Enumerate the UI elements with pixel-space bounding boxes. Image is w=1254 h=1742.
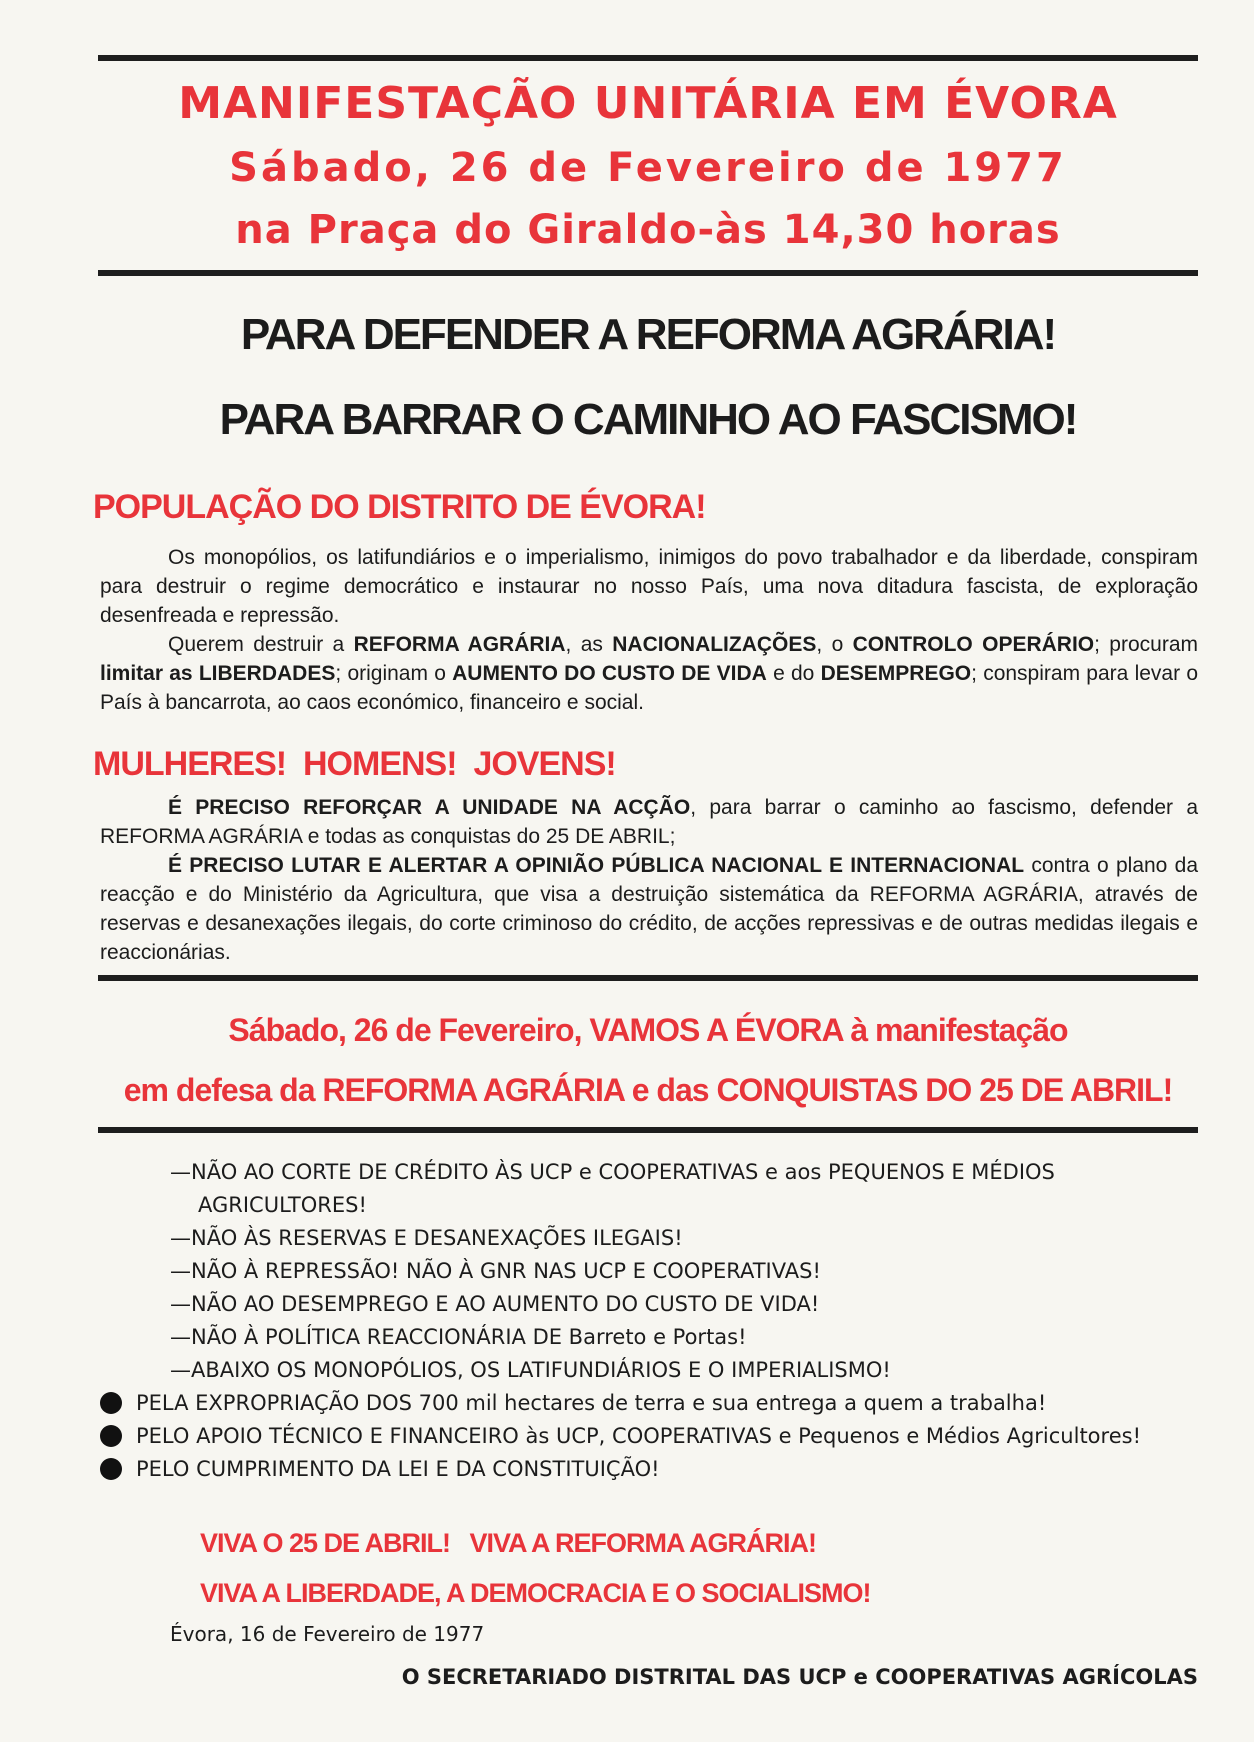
paragraph-population — [100, 543, 1198, 717]
rule — [98, 1127, 1198, 1133]
paragraph-2 — [100, 630, 1198, 717]
rule — [98, 270, 1198, 276]
demand-item: —NÃO À POLÍTICA REACCIONÁRIA DE Barreto e Portas! — [170, 1325, 747, 1349]
bullet-text: PELA EXPROPRIAÇÃO DOS 700 mil hectares de terra e sua entrega a quem a trabalha! — [136, 1391, 1047, 1415]
bullet-item — [100, 1387, 1200, 1420]
emphasis-text: É PRECISO LUTAR E ALERTAR A OPINIÃO PÚBLICA NACIONAL E INTERNACIONAL — [168, 854, 1025, 877]
signature: O SECRETARIADO DISTRITAL DAS UCP e COOPERATIVAS AGRÍCOLAS — [401, 1665, 1198, 1689]
slogan-2: PARA BARRAR O CAMINHO AO FASCISMO! — [219, 395, 1077, 444]
demands-list — [100, 1156, 1200, 1486]
demand-item: —NÃO ÀS RESERVAS E DESANEXAÇÕES ILEGAIS! — [170, 1226, 683, 1250]
viva-line-2: VIVA A LIBERDADE, A DEMOCRACIA E O SOCIALISMO! — [200, 1578, 871, 1608]
paragraph-3 — [100, 793, 1198, 851]
viva-line-1: VIVA O 25 DE ABRIL! VIVA A REFORMA AGRÁRIA! — [200, 1528, 817, 1558]
headline-date: Sábado, 26 de Fevereiro de 1977 — [229, 145, 1067, 191]
text-run: e do — [766, 662, 821, 685]
text-run: , o — [816, 633, 853, 656]
emphasis-text: É PRECISO REFORÇAR A UNIDADE NA ACÇÃO — [168, 796, 691, 819]
bullet-icon — [100, 1392, 122, 1414]
text-run: , as — [565, 633, 613, 656]
rule — [98, 975, 1198, 981]
bullet-icon — [100, 1425, 122, 1447]
call-line-2: em defesa da REFORMA AGRÁRIA e das CONQUISTAS DO 25 DE ABRIL! — [123, 1072, 1173, 1108]
section-heading-population: POPULAÇÃO DO DISTRITO DE ÉVORA! — [93, 488, 706, 526]
bullet-text: PELO APOIO TÉCNICO E FINANCEIRO às UCP, COOPERATIVAS e Pequenos e Médios Agricultores! — [136, 1424, 1141, 1448]
bullet-icon — [100, 1458, 122, 1480]
text-run: contra o plano da reacção e do Ministério da Agricultura, que visa a destruição sistemática da REFORMA AGRÁRIA, através de reservas e desanexações ilegais, do corte criminoso do crédito, de acções repressivas e de outras medidas ilegais e reaccionárias. — [100, 854, 1199, 964]
emphasis-text: REFORMA AGRÁRIA — [353, 633, 566, 656]
bullet-item — [100, 1420, 1200, 1453]
demand-item: —NÃO À REPRESSÃO! NÃO À GNR NAS UCP E COOPERATIVAS! — [170, 1259, 821, 1283]
text-run: ; procuram — [1094, 633, 1198, 656]
paragraph-4 — [100, 851, 1198, 967]
text-run: ; originam o — [335, 662, 453, 685]
demand-item: —ABAIXO OS MONOPÓLIOS, OS LATIFUNDIÁRIOS E O IMPERIALISMO! — [170, 1358, 891, 1382]
paragraph-unity — [100, 793, 1198, 967]
emphasis-text: NACIONALIZAÇÕES — [612, 633, 817, 656]
top-rule — [98, 55, 1198, 61]
call-line-1: Sábado, 26 de Fevereiro, VAMOS A ÉVORA à manifestação — [228, 1012, 1068, 1048]
emphasis-text: AUMENTO DO CUSTO DE VIDA — [452, 662, 767, 685]
text-run: Querem destruir a — [168, 633, 354, 656]
slogan-1: PARA DEFENDER A REFORMA AGRÁRIA! — [240, 310, 1056, 359]
demand-item: —NÃO AO DESEMPREGO E AO AUMENTO DO CUSTO DE VIDA! — [170, 1292, 820, 1316]
headline-place: na Praça do Giraldo-às 14,30 horas — [235, 207, 1061, 253]
paragraph-1: Os monopólios, os latifundiários e o imperialismo, inimigos do povo trabalhador e da liberdade, conspiram para destruir o regime democrático e instaurar no nosso País, uma nova ditadura fascista, de exploração desenfreada e repressão. — [100, 546, 1198, 627]
emphasis-text: CONTROLO OPERÁRIO — [852, 633, 1095, 656]
bullet-item — [100, 1453, 1200, 1486]
section-heading-people: MULHERES! HOMENS! JOVENS! — [93, 745, 616, 783]
bullet-text: PELO CUMPRIMENTO DA LEI E DA CONSTITUIÇÃO! — [136, 1457, 660, 1481]
emphasis-text: limitar as LIBERDADES — [100, 662, 336, 685]
text-run: , para barrar o caminho ao fascismo, defender a REFORMA AGRÁRIA e todas as conquistas do 25 DE ABRIL; — [100, 796, 1199, 848]
text-run: ; conspiram para levar o País à bancarrota, ao caos económico, financeiro e social. — [100, 662, 1198, 714]
date-line: Évora, 16 de Fevereiro de 1977 — [170, 1622, 485, 1646]
demand-item: —NÃO AO CORTE DE CRÉDITO ÀS UCP e COOPERATIVAS e aos PEQUENOS E MÉDIOS AGRICULTORES! — [170, 1160, 1055, 1217]
headline-title: MANIFESTAÇÃO UNITÁRIA EM ÉVORA — [178, 78, 1118, 129]
emphasis-text: DESEMPREGO — [820, 662, 972, 685]
